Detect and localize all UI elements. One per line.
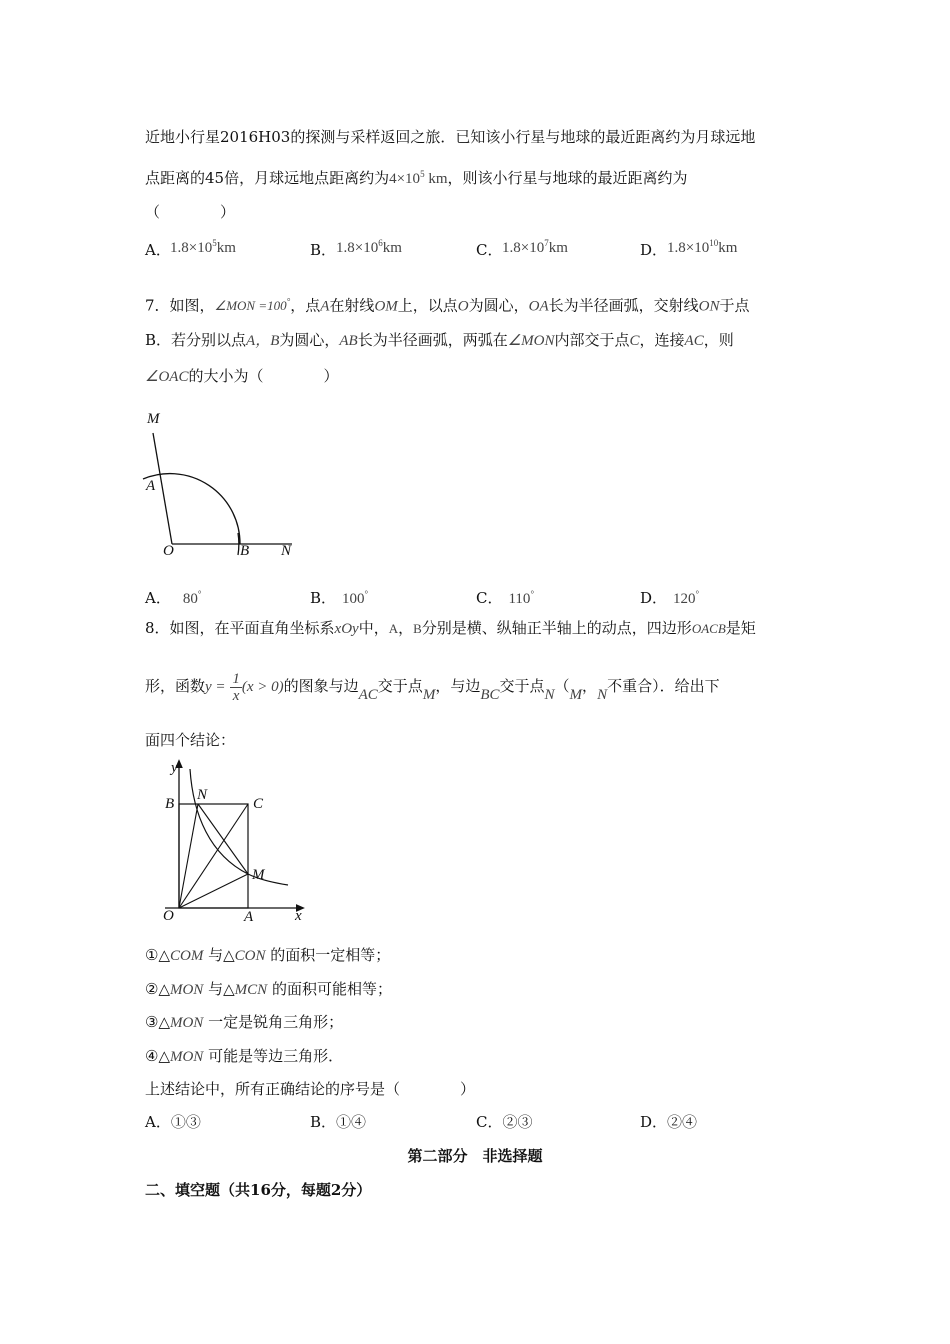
q6-line1: 近地小行星2016H03的探测与采样返回之旅．已知该小行星与地球的最近距离约为月球远地 [145,128,756,146]
q8-conclusion-1: ①△COM 与△CON 的面积一定相等； [145,946,391,964]
label-a: A [244,909,254,925]
label-o: O [163,543,174,559]
segment-oc [179,804,248,908]
segment-om [179,874,248,908]
label-x: x [295,908,302,924]
q7-option-b: B． 100° [310,589,369,607]
q7-figure [130,405,310,565]
label-m: M [252,867,265,883]
q8-line2: 形，函数y = $\frac{1}{x}$ (x > 0)的图象与边AC交于点M，与边BC交于点N（M，N不重合）．给出下 [145,670,720,704]
q7-option-c: C． 110° [476,589,535,607]
q8-line1: 8．如图，在平面直角坐标系xOy中，A，B分别是横、纵轴正半轴上的动点，四边形OACB是矩 [145,619,756,637]
part2-section-heading: 二、填空题（共16分，每题2分） [145,1181,372,1199]
q7-line1: 7．如图，∠MON =100°，点A在射线OM上，以点O为圆心，OA长为半径画弧，交射线ON于点 [145,296,750,315]
q8-conclusion-4: ④△MON 可能是等边三角形． [145,1047,344,1065]
q8-option-c: C．②③ [476,1113,533,1131]
q6-line2: 点距离的45倍，月球远地点距离约为$4\times 10^5$ km，则该小行星与地球的最近距离约为 [145,169,688,187]
label-c: C [253,796,264,812]
label-m: M [147,411,160,427]
fraction-1-over-x: $\frac{1}{x}$ [232,670,240,704]
label-a: A [146,478,156,494]
q6-option-b: B． [310,241,337,259]
ray-om [153,433,172,544]
q6-option-c-value: $1.8\times 10^7km$ [502,238,568,256]
q6-option-c: C． [476,241,503,259]
arc-ab [143,474,240,544]
label-b: B [240,543,250,559]
q6-option-b-value: $1.8\times 10^6km$ [336,238,402,256]
q8-option-b: B．①④ [310,1113,367,1131]
label-y: y [171,760,178,776]
q7-option-a: A． 80° [145,589,202,607]
label-n: N [197,787,208,803]
q8-option-d: D．②④ [640,1113,698,1131]
q6-option-a-value: $1.8\times 10^5km$ [170,238,236,256]
q6-paren: （ ） [145,203,236,221]
q6-distance: $4\times 10^5$ km [389,169,448,187]
q7-line2: B．若分别以点A，B为圆心，AB长为半径画弧，两弧在∠MON内部交于点C，连接AC，则 [145,331,734,349]
part2-title: 第二部分 非选择题 [407,1147,543,1165]
q8-figure [155,755,315,930]
q8-conclusion-3: ③△MON 一定是锐角三角形； [145,1013,344,1031]
q8-question: 上述结论中，所有正确结论的序号是（ ） [145,1080,476,1098]
label-n: N [281,543,292,559]
label-o: O [163,908,174,924]
segment-on [179,804,198,908]
q7-option-d: D． 120° [640,589,700,607]
q6-option-d: D． [640,241,668,259]
label-b: B [165,796,175,812]
q8-option-a: A．①③ [145,1113,201,1131]
q8-line3: 面四个结论： [145,731,236,749]
q8-conclusion-2: ②△MON 与△MCN 的面积可能相等； [145,980,392,998]
q7-line3: ∠OAC的大小为（ ） [145,367,339,385]
q6-option-d-value: $1.8\times 10^{10}km$ [667,238,738,256]
q6-option-a: A． [145,241,171,259]
